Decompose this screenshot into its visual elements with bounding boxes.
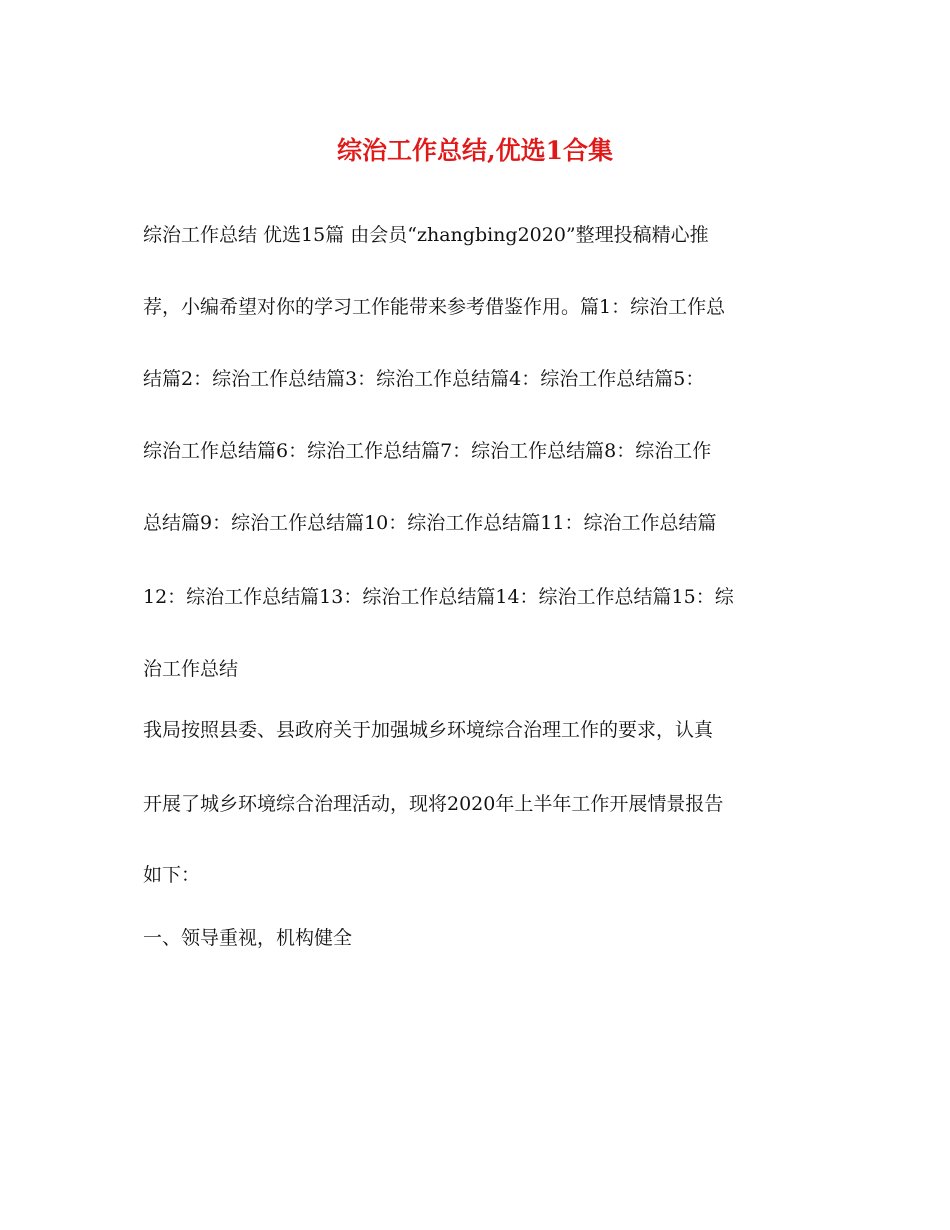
intro-line-7: 治工作总结	[143, 658, 239, 680]
body-line-3: 如下：	[143, 864, 201, 886]
intro-line-4: 综治工作总结篇6：综治工作总结篇7：综治工作总结篇8：综治工作	[143, 440, 712, 462]
section-heading: 一、领导重视，机构健全	[143, 927, 353, 949]
intro-line-1: 综治工作总结 优选15篇 由会员“zhangbing2020”整理投稿精心推	[143, 224, 709, 246]
document-title: 综治工作总结,优选1合集	[336, 136, 614, 165]
intro-line-6: 12：综治工作总结篇13：综治工作总结篇14：综治工作总结篇15：综	[143, 586, 734, 608]
intro-line-5: 总结篇9：综治工作总结篇10：综治工作总结篇11：综治工作总结篇	[143, 512, 717, 534]
intro-line-3: 结篇2：综治工作总结篇3：综治工作总结篇4：综治工作总结篇5：	[143, 368, 705, 390]
body-line-1: 我局按照县委、县政府关于加强城乡环境综合治理工作的要求，认真	[143, 719, 714, 741]
intro-line-2: 荐，小编希望对你的学习工作能带来参考借鉴作用。篇1：综治工作总	[143, 296, 726, 318]
body-line-2: 开展了城乡环境综合治理活动，现将2020年上半年工作开展情景报告	[143, 793, 724, 815]
